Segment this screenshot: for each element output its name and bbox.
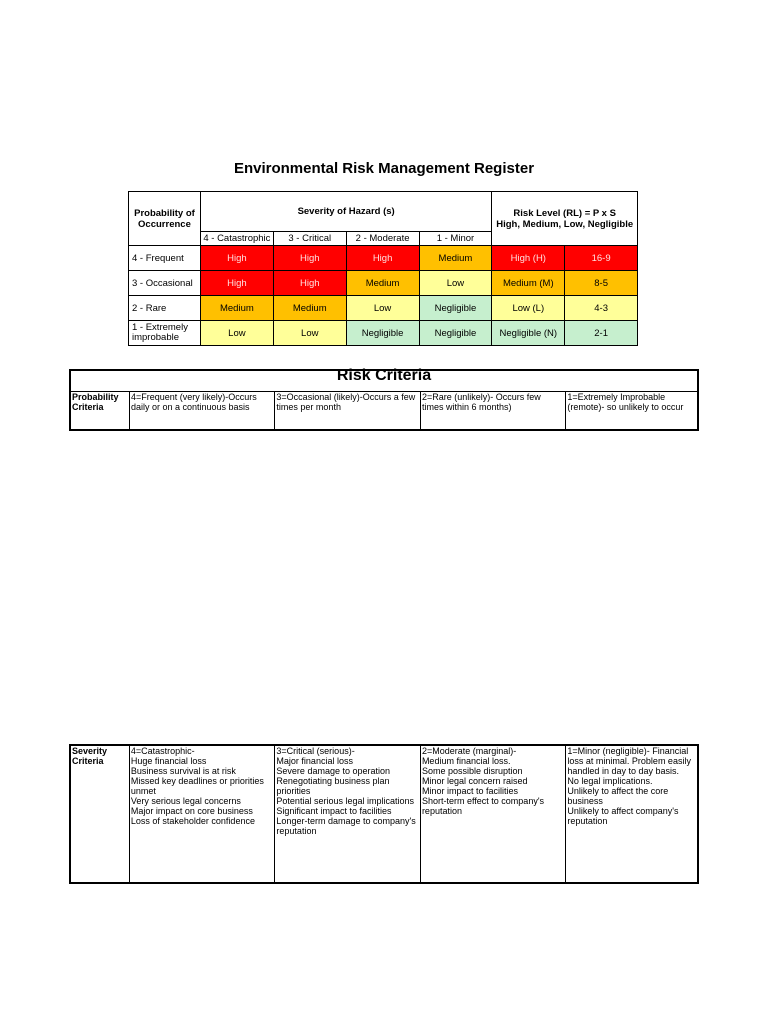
severity-line: Short-term effect to company's reputation <box>421 796 545 816</box>
probability-header: Probability of Occurrence <box>129 192 201 246</box>
severity-line: Medium financial loss. <box>421 756 511 766</box>
probability-row-label: 4 - Frequent <box>129 246 201 271</box>
matrix-cell: Medium <box>200 296 273 321</box>
probability-row-label: 3 - Occasional <box>129 271 201 296</box>
severity-header: Severity of Hazard (s) <box>200 192 491 232</box>
risk-level-categories: High, Medium, Low, Negligible <box>496 218 634 230</box>
matrix-cell: Low <box>346 296 419 321</box>
severity-line: Major impact on core business <box>130 806 253 816</box>
severity-criterion <box>566 745 698 883</box>
severity-criterion <box>275 745 421 883</box>
risk-range-cell: 4-3 <box>565 296 638 321</box>
matrix-cell: High <box>200 271 273 296</box>
severity-col-header: 3 - Critical <box>273 232 346 246</box>
severity-line: Business survival is at risk <box>130 766 236 776</box>
risk-level-formula: Risk Level (RL) = P x S <box>513 207 616 219</box>
severity-line: Unlikely to affect the core business <box>567 786 669 806</box>
matrix-cell: High <box>346 246 419 271</box>
matrix-cell: Low <box>273 321 346 346</box>
severity-line: No legal implications. <box>567 776 653 786</box>
severity-line: Some possible disruption <box>421 766 523 776</box>
severity-line: 3=Critical (serious)- <box>276 746 355 756</box>
severity-line: 1=Minor (negligible)- Financial loss at minimal. Problem easily handled in day to day basis. <box>567 746 691 776</box>
probability-criterion: 4=Frequent (very likely)-Occurs daily or on a continuous basis <box>129 391 274 430</box>
severity-criteria-label: Severity Criteria <box>70 745 129 883</box>
matrix-cell: High <box>273 271 346 296</box>
severity-line: Missed key deadlines or priorities unmet <box>130 776 264 796</box>
severity-line: Severe damage to operation <box>276 766 390 776</box>
probability-criteria-table <box>69 369 699 431</box>
risk-range-cell: 2-1 <box>565 321 638 346</box>
matrix-cell: Low <box>200 321 273 346</box>
matrix-cell: Low <box>419 271 492 296</box>
severity-line: Loss of stakeholder confidence <box>130 816 255 826</box>
matrix-cell: Medium <box>273 296 346 321</box>
severity-line: Minor impact to facilities <box>421 786 518 796</box>
risk-matrix-table <box>128 191 638 346</box>
matrix-cell: Medium <box>346 271 419 296</box>
severity-line: 4=Catastrophic- <box>130 746 195 756</box>
severity-col-header: 2 - Moderate <box>346 232 419 246</box>
probability-criterion: 1=Extremely Improbable (remote)- so unlikely to occur <box>566 391 698 430</box>
severity-col-header: 1 - Minor <box>419 232 492 246</box>
severity-criterion <box>420 745 565 883</box>
matrix-cell: High <box>200 246 273 271</box>
severity-criteria-table <box>69 744 699 884</box>
matrix-cell: Negligible <box>419 321 492 346</box>
severity-criterion <box>129 745 275 883</box>
severity-line: Huge financial loss <box>130 756 207 766</box>
severity-line: Unlikely to affect company's reputation <box>567 806 679 826</box>
probability-criteria-label: Probability Criteria <box>70 391 129 430</box>
probability-row-label: 1 - Extremely improbable <box>129 321 201 346</box>
risk-level-cell: High (H) <box>492 246 565 271</box>
register-title: Environmental Risk Management Register <box>233 160 535 177</box>
matrix-cell: Negligible <box>346 321 419 346</box>
severity-line: Minor legal concern raised <box>421 776 528 786</box>
probability-criterion: 3=Occasional (likely)-Occurs a few times per month <box>275 391 421 430</box>
severity-line: Potential serious legal implications <box>276 796 414 806</box>
severity-line: Renegotiating business plan priorities <box>276 776 390 796</box>
matrix-cell: Negligible <box>419 296 492 321</box>
severity-line: Significant impact to facilities <box>276 806 392 816</box>
probability-row-label: 2 - Rare <box>129 296 201 321</box>
severity-line: Very serious legal concerns <box>130 796 241 806</box>
risk-criteria-title: Risk Criteria <box>70 370 698 391</box>
severity-line: Longer-term damage to company's reputation <box>276 816 416 836</box>
severity-line: 2=Moderate (marginal)- <box>421 746 517 756</box>
risk-level-cell: Low (L) <box>492 296 565 321</box>
risk-level-cell: Negligible (N) <box>492 321 565 346</box>
risk-range-cell: 8-5 <box>565 271 638 296</box>
severity-line: Major financial loss <box>276 756 353 766</box>
matrix-cell: Medium <box>419 246 492 271</box>
risk-level-cell: Medium (M) <box>492 271 565 296</box>
matrix-cell: High <box>273 246 346 271</box>
risk-level-header <box>492 192 638 246</box>
severity-col-header: 4 - Catastrophic <box>200 232 273 246</box>
risk-range-cell: 16-9 <box>565 246 638 271</box>
probability-criterion: 2=Rare (unlikely)- Occurs few times within 6 months) <box>420 391 565 430</box>
